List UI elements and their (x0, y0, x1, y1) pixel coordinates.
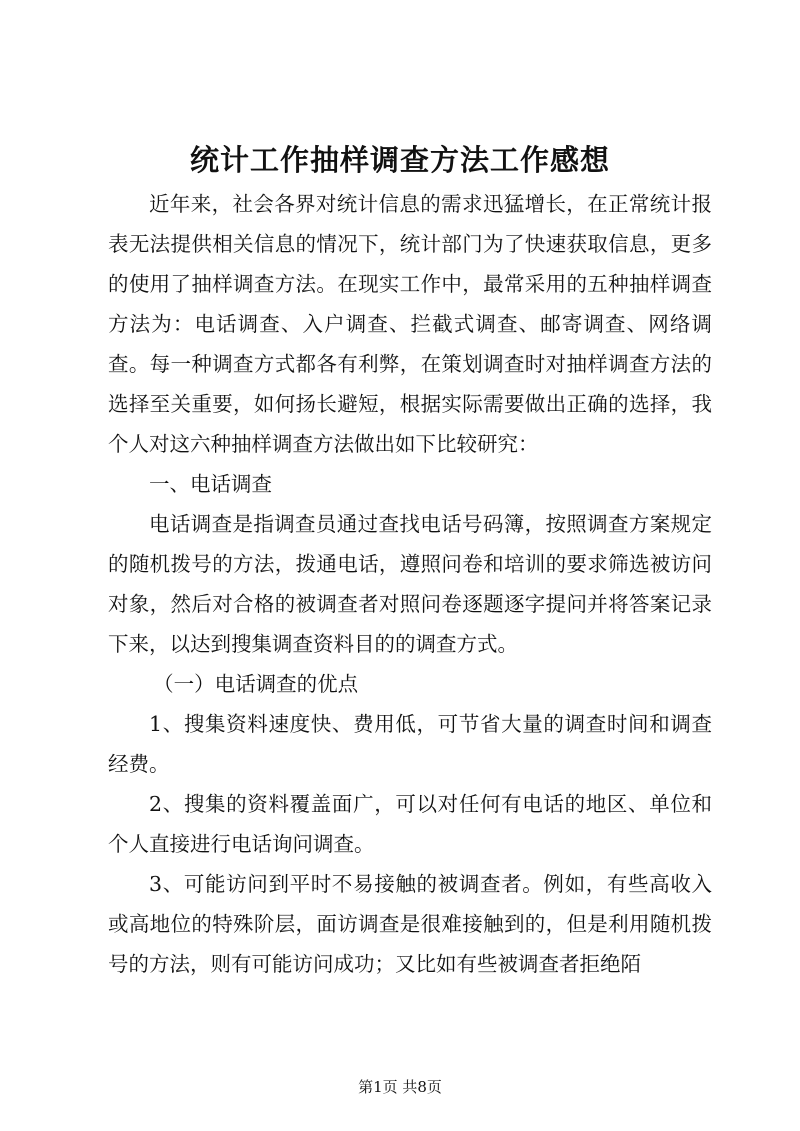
phone-survey-definition-paragraph: 电话调查是指调查员通过查找电话号码簿，按照调查方案规定的随机拨号的方法，拨通电话，遵照问卷和培训的要求筛选被访问对象，然后对合格的被调查者对照问卷逐题逐字提问并将答案记录下来，以达到搜集调查资料目的的调查方式。 (108, 512, 712, 656)
advantage-item-3: 3、可能访问到平时不易接触的被调查者。例如，有些高收入或高地位的特殊阶层，面访调查是很难接触到的，但是利用随机拨号的方法，则有可能访问成功；又比如有些被调查者拒绝陌 (108, 872, 712, 976)
advantage-item-2: 2、搜集的资料覆盖面广，可以对任何有电话的地区、单位和个人直接进行电话询问调查。 (108, 792, 712, 856)
document-body (108, 184, 712, 984)
section-heading-phone-survey: 一、电话调查 (149, 472, 272, 496)
page-footer: 第1页 共8页 (358, 1078, 442, 1096)
advantage-item-1: 1、搜集资料速度快、费用低，可节省大量的调查时间和调查经费。 (108, 712, 712, 776)
intro-paragraph: 近年来，社会各界对统计信息的需求迅猛增长，在正常统计报表无法提供相关信息的情况下，统计部门为了快速获取信息，更多的使用了抽样调查方法。在现实工作中，最常采用的五种抽样调查方法为：电话调查、入户调查、拦截式调查、邮寄调查、网络调查。每一种调查方式都各有利弊，在策划调查时对抽样调查方法的选择至关重要，如何扬长避短，根据实际需要做出正确的选择，我个人对这六种抽样调查方法做出如下比较研究： (108, 192, 712, 456)
document-title: 统计工作抽样调查方法工作感想 (189, 143, 610, 177)
subsection-heading-advantages: （一）电话调查的优点 (153, 672, 359, 696)
